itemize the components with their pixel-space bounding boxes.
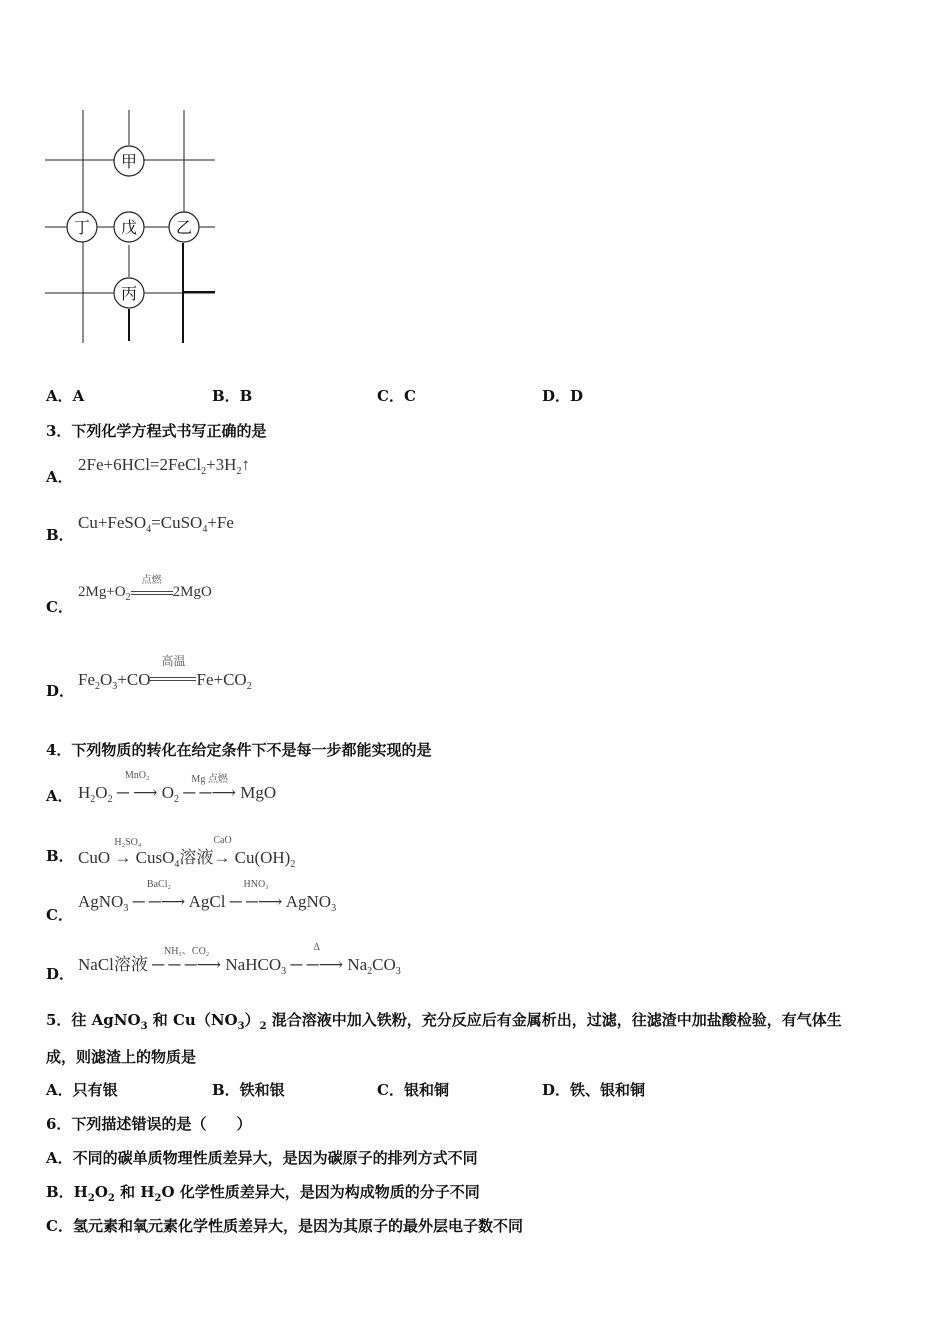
q4-option-a-equation: $H_2O_2$ MnO₂ ─ ⟶ $O_2$ Mg 点燃 ─ ─⟶ MgO <box>78 770 277 805</box>
q3-option-a-label[interactable]: A． <box>46 468 73 486</box>
piece-yi-label: 乙 <box>175 218 193 237</box>
piece-bing <box>114 278 144 308</box>
q3-option-d-equation: $Fe_2O_3+CO$ 高温 $Fe+CO_2$ <box>78 654 252 692</box>
q6-option-a[interactable]: A．不同的碳单质物理性质差异大，是因为碳原子的排列方式不同 <box>46 1149 478 1167</box>
chess-diagram <box>40 105 230 350</box>
q2-option-c[interactable]: C．C <box>377 387 416 405</box>
q4-option-c-equation: AgNO$_3$ BaCl₂ ─ ─⟶ AgCl HNO₃ ─ ─⟶ AgNO$_3$ <box>78 879 337 914</box>
q5-stem-line1: 5．往 AgNO$_3$ 和 $Cu(NO_3)_2$ 混合溶液中加入铁粉，充分反应后有金属析出，过滤，往滤渣中加盐酸检验，有气体生 <box>46 1011 842 1032</box>
q4-option-c-label[interactable]: C． <box>46 906 73 924</box>
piece-ding <box>67 212 97 242</box>
q4-option-d-equation: NaCl溶液 NH₃、CO₂ ─ ─ ─⟶ NaHCO$_3$ Δ ─ ─⟶ $Na_2CO_3$ <box>78 942 401 977</box>
piece-yi <box>169 212 199 242</box>
q5-option-c[interactable]: C．银和铜 <box>377 1081 449 1099</box>
q3-stem: 3．下列化学方程式书写正确的是 <box>46 422 267 440</box>
q3-option-b-label[interactable]: B． <box>46 526 74 544</box>
q4-option-d-label[interactable]: D． <box>46 965 75 983</box>
q5-option-d[interactable]: D．铁、银和铜 <box>542 1081 646 1099</box>
q3-option-c-equation: $2Mg+O_2$ 点燃 2MgO <box>78 584 212 601</box>
piece-jia-label: 甲 <box>120 152 138 171</box>
q5-option-a[interactable]: A．只有银 <box>46 1081 118 1099</box>
q3-option-a-equation: $2Fe+6HCl=2FeCl_2+3H_2↑$ <box>78 455 250 477</box>
q3-option-b-equation: Cu+FeSO$_4$=CuSO$_4$+Fe <box>78 513 234 535</box>
piece-bing-label: 丙 <box>120 284 138 303</box>
piece-ding-label: 丁 <box>73 218 91 237</box>
piece-wu <box>114 212 144 242</box>
q3-option-d-label[interactable]: D． <box>46 682 75 700</box>
q6-stem: 6．下列描述错误的是（ ） <box>46 1115 252 1133</box>
q3-d-condition: 高温 <box>161 654 186 668</box>
q5-stem-line2: 成，则滤渣上的物质是 <box>46 1048 197 1066</box>
q4-option-b-equation: CuO H₂SO₄ → CusO$_4$溶液 CaO → $Cu(OH)_2$ <box>78 835 296 870</box>
q3-option-c-label[interactable]: C． <box>46 598 73 616</box>
q3-c-condition: 点燃 <box>141 575 162 586</box>
q2-option-b[interactable]: B．B <box>212 387 253 405</box>
q4-option-b-label[interactable]: B． <box>46 847 74 865</box>
q4-option-a-label[interactable]: A． <box>46 787 73 805</box>
q6-option-b[interactable]: B．$H_2O_2$ 和 $H_2O$ 化学性质差异大，是因为构成物质的分子不同 <box>46 1183 480 1204</box>
q2-option-d[interactable]: D．D <box>542 387 584 405</box>
piece-wu-label: 戊 <box>120 218 138 237</box>
q6-option-c[interactable]: C．氢元素和氧元素化学性质差异大，是因为其原子的最外层电子数不同 <box>46 1217 523 1235</box>
q2-option-a[interactable]: A．A <box>46 387 85 405</box>
q4-stem: 4．下列物质的转化在给定条件下不是每一步都能实现的是 <box>46 741 432 759</box>
piece-jia <box>114 146 144 176</box>
q5-option-b[interactable]: B．铁和银 <box>212 1081 285 1099</box>
